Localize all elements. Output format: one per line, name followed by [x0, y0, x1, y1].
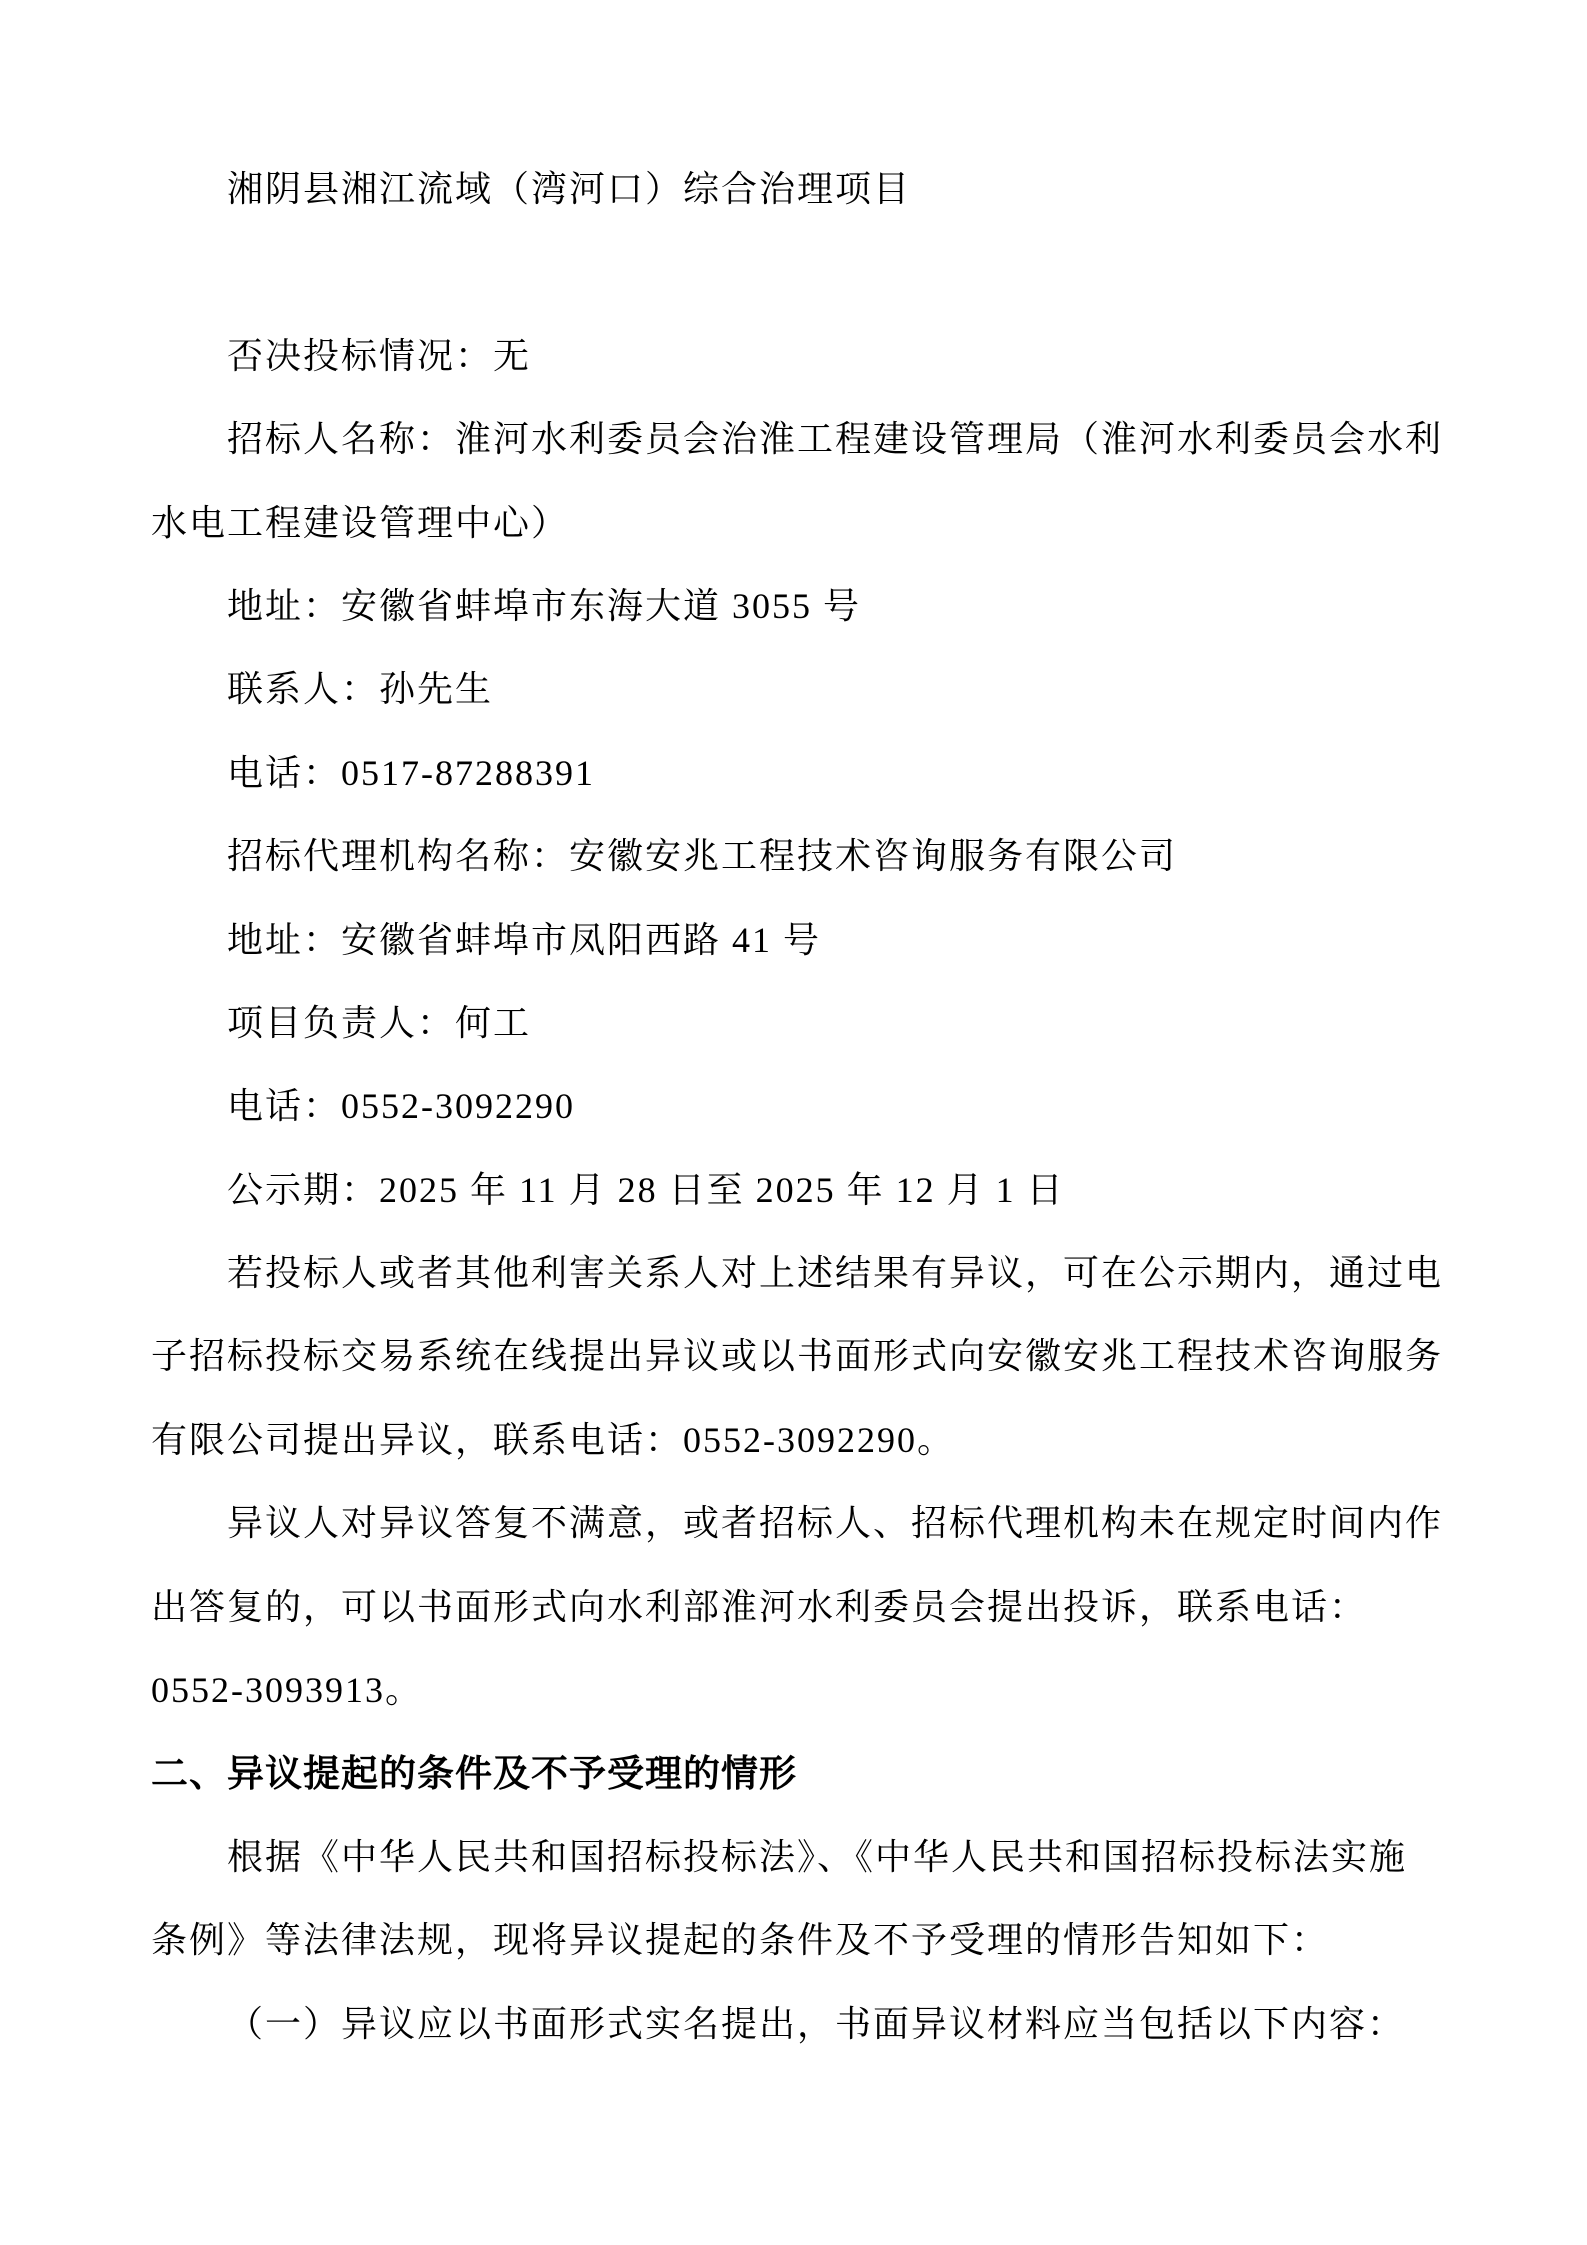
objection-paragraph-line: 子招标投标交易系统在线提出异议或以书面形式向安徽安兆工程技术咨询服务	[151, 1336, 1444, 1377]
objection-paragraph-line: 若投标人或者其他利害关系人对上述结果有异议，可在公示期内，通过电	[227, 1253, 1444, 1294]
publicity-period-line: 公示期：2025 年 11 月 28 日至 2025 年 12 月 1 日	[227, 1169, 1065, 1210]
project-title-line: 湘阴县湘江流域（湾河口）综合治理项目	[227, 169, 912, 209]
agency-phone-line: 电话：0552-3092290	[227, 1086, 575, 1127]
blank-line	[151, 231, 1427, 314]
legal-basis-line: 根据《中华人民共和国招标投标法》、《中华人民共和国招标投标法实施	[227, 1836, 1408, 1877]
section-heading: 二、异议提起的条件及不予受理的情形	[151, 1753, 797, 1795]
project-leader-line: 项目负责人：何工	[227, 1002, 532, 1043]
legal-basis-wrap-line: 条例》等法律法规，现将异议提起的条件及不予受理的情形告知如下：	[151, 1920, 1330, 1961]
objection-paragraph-line: 有限公司提出异议，联系电话：0552-3092290。	[151, 1419, 955, 1460]
tenderer-address-line: 地址：安徽省蚌埠市东海大道 3055 号	[227, 585, 862, 626]
agency-name-line: 招标代理机构名称：安徽安兆工程技术咨询服务有限公司	[227, 836, 1178, 877]
complaint-paragraph-line: 出答复的，可以书面形式向水利部淮河水利委员会提出投诉，联系电话：	[151, 1586, 1368, 1627]
complaint-phone-line: 0552-3093913。	[151, 1670, 423, 1711]
tenderer-phone-line: 电话：0517-87288391	[227, 752, 595, 793]
agency-address-line: 地址：安徽省蚌埠市凤阳西路 41 号	[227, 919, 822, 960]
tenderer-name-wrap-line: 水电工程建设管理中心）	[151, 502, 570, 543]
rejected-bids-line: 否决投标情况：无	[227, 335, 532, 376]
complaint-paragraph-line: 异议人对异议答复不满意，或者招标人、招标代理机构未在规定时间内作	[227, 1503, 1444, 1544]
tenderer-name-line: 招标人名称：淮河水利委员会治淮工程建设管理局（淮河水利委员会水利	[227, 419, 1444, 460]
contact-person-line: 联系人：孙先生	[227, 669, 494, 710]
item-one-line: （一）异议应以书面形式实名提出，书面异议材料应当包括以下内容：	[227, 2003, 1406, 2044]
